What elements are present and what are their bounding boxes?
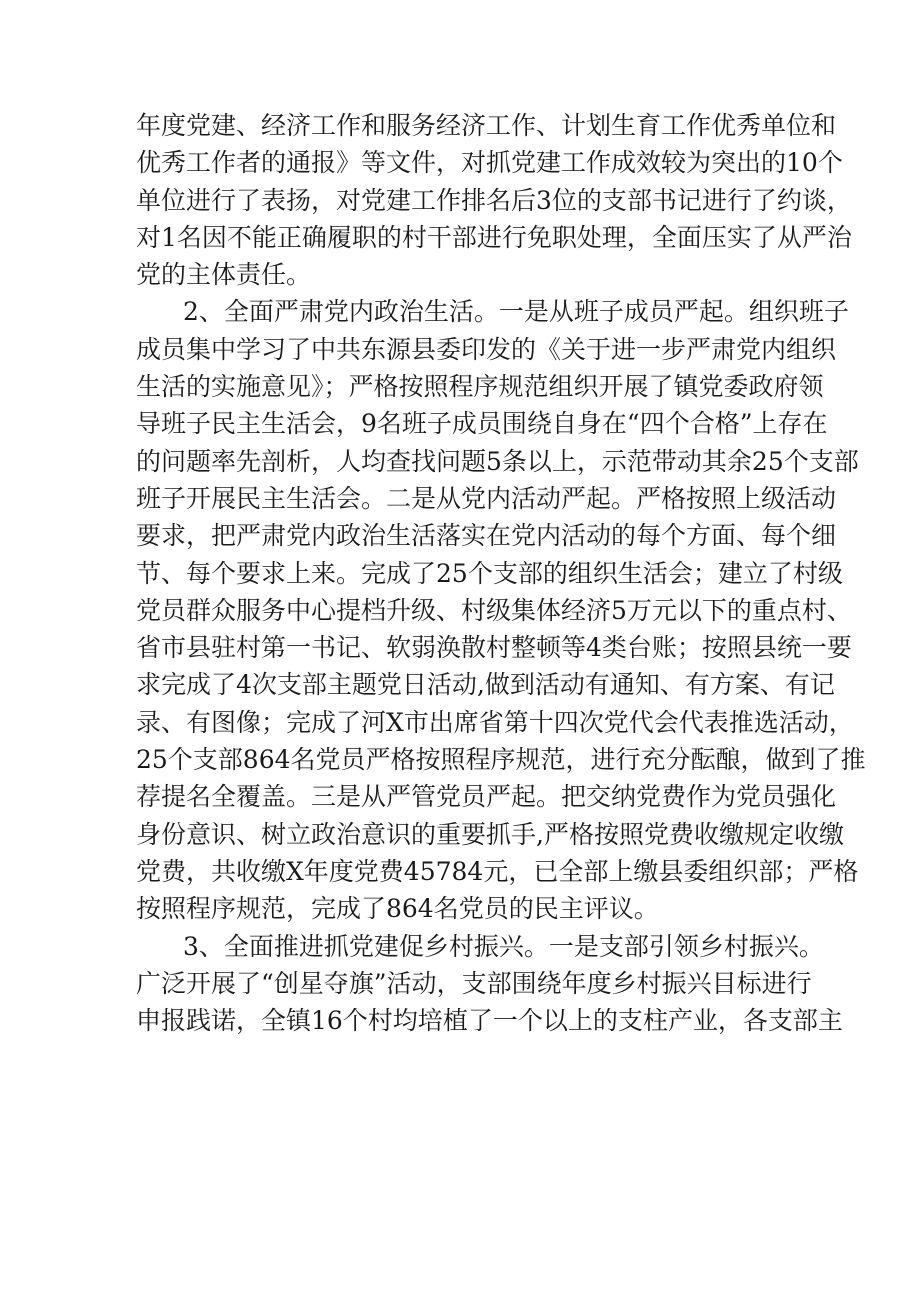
paragraph-line: 班子开展民主生活会。二是从党内活动严起。严格按照上级活动 [136,483,837,513]
paragraph-line: 对1名因不能正确履职的村干部进行免职处理，全面压实了从严治 [136,222,852,252]
paragraph-line: 求完成了4次支部主题党日活动,做到活动有通知、有方案、有记 [136,670,835,700]
paragraph-line: 的问题率先剖析，人均查找问题5条以上，示范带动其余25个支部 [136,446,859,476]
paragraph-line: 身份意识、树立政治意识的重要抓手,严格按照党费收缴规定收缴 [136,819,844,849]
paragraph-line: 成员集中学习了中共东源县委印发的《关于进一步严肃党内组织 [136,334,837,364]
paragraph-line: 录、有图像；完成了河X市出席省第十四次党代会代表推选活动， [136,707,854,737]
paragraph-2 [136,293,866,927]
document-body [136,107,866,1039]
paragraph-line: 单位进行了表扬，对党建工作排名后3位的支部书记进行了约谈， [136,185,852,215]
paragraph-line: 党员群众服务中心提档升级、村级集体经济5万元以下的重点村、 [136,595,852,625]
paragraph-line: 党费，共收缴X年度党费45784元，已全部上缴县委组织部；严格 [136,856,859,886]
paragraph-line: 生活的实施意见》；严格按照程序规范组织开展了镇党委政府领 [136,372,824,402]
paragraph-line: 要求，把严肃党内政治生活落实在党内活动的每个方面、每个细 [136,521,837,551]
paragraph-line: 省市县驻村第一书记、软弱涣散村整顿等4类台账；按照县统一要 [136,633,852,663]
paragraph-line: 广泛开展了“创星夺旗”活动，支部围绕年度乡村振兴目标进行 [136,968,812,998]
paragraph-line: 25个支部864名党员严格按照程序规范，进行充分酝酿，做到了推 [136,745,866,775]
paragraph-line: 申报践诺，全镇16个村均培植了一个以上的支柱产业，各支部主 [136,1006,843,1036]
paragraph-line: 荐提名全覆盖。三是从严管党员严起。把交纳党费作为党员强化 [136,782,837,812]
paragraph-line: 优秀工作者的通报》等文件，对抓党建工作成效较为突出的10个 [136,148,843,178]
paragraph-1 [136,107,852,293]
paragraph-line: 3、全面推进抓党建促乡村振兴。一是支部引领乡村振兴。 [183,931,824,961]
paragraph-line: 按照程序规范，完成了864名党员的民主评议。 [136,894,659,924]
paragraph-line: 年度党建、经济工作和服务经济工作、计划生育工作优秀单位和 [136,111,837,140]
paragraph-line: 导班子民主生活会，9名班子成员围绕自身在“四个合格”上存在 [136,409,828,439]
paragraph-line: 节、每个要求上来。完成了25个支部的组织生活会；建立了村级 [136,558,843,588]
paragraph-line: 2、全面严肃党内政治生活。一是从班子成员严起。组织班子 [183,297,849,327]
paragraph-3 [136,928,843,1040]
paragraph-line: 党的主体责任。 [136,260,312,290]
